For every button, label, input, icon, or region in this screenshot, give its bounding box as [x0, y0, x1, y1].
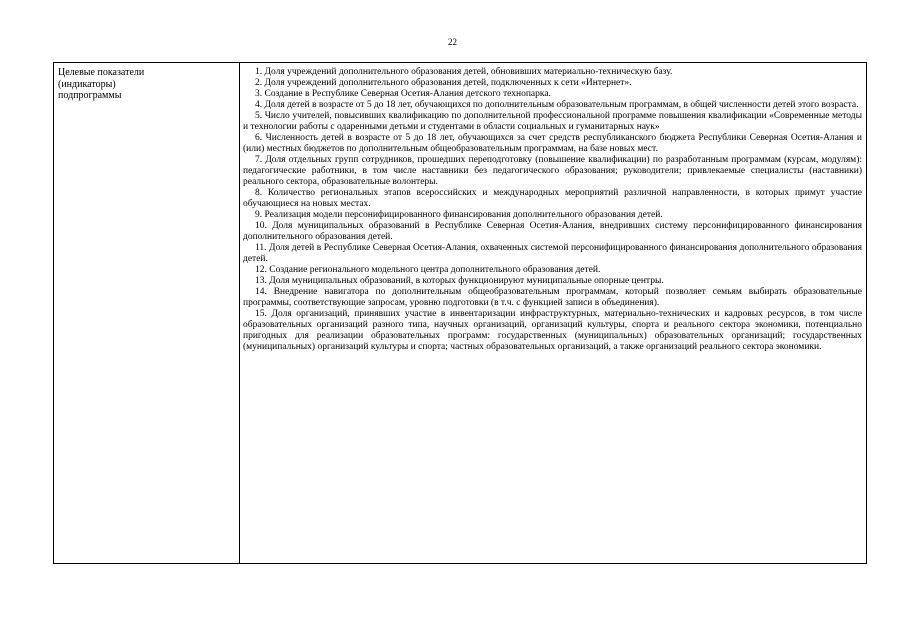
indicator-item: 1. Доля учреждений дополнительного образования детей, обновивших материально-техническую базу. [255, 67, 673, 77]
indicator-item: 13. Доля муниципальных образований, в которых функционируют муниципальные опорные центры. [255, 276, 664, 286]
row-label-cell [54, 63, 240, 564]
indicator-item: 3. Создание в Республике Северная Осетия-Алания детского технопарка. [255, 89, 551, 99]
indicators-list-cell [240, 63, 867, 564]
indicator-item: 15. Доля организаций, принявших участие в инвентаризации инфраструктурных, материально-технических и кадровых ресурсов, в том числе образовательных организаций разного типа, научных организаций, организаций культуры, спорта и реального сектора экономики, потенциально пригодных для реализации образовательных программ: государственных (муниципальных) образовательных организаций; государственных (муниципальных) организаций культуры и спорта; частных образовательных организаций, а также организаций реального сектора экономики. [243, 309, 862, 352]
indicator-item: 4. Доля детей в возрасте от 5 до 18 лет, обучающихся по дополнительным образовательным программам, в общей численности детей этого возраста. [255, 100, 859, 110]
row-label-line: подпрограммы [58, 90, 122, 101]
page-number: 22 [448, 37, 457, 47]
table-row [54, 63, 867, 564]
indicator-item: 10. Доля муниципальных образований в Республике Северная Осетия-Алания, внедривших систему персонифицированного финансирования дополнительного образования детей. [243, 221, 862, 242]
indicator-item: 7. Доля отдельных групп сотрудников, прошедших переподготовку (повышение квалификации) по разработанным программам (курсам, модулям): педагогические работники, в том числе наставники без педагогического образования; руководители; привлекаемые специалисты (наставники) реального сектора, образовательные волонтеры. [243, 155, 862, 187]
indicator-item: 8. Количество региональных этапов всероссийских и международных мероприятий различной направленности, в которых примут участие обучающиеся на новых местах. [243, 188, 862, 209]
indicator-item: 5. Число учителей, повысивших квалификацию по дополнительной профессиональной программе повышения квалификации «Современные методы и технологии работы с одаренными детьми и студентами в области социальных и гуманитарных наук» [243, 111, 862, 132]
indicator-item: 11. Доля детей в Республике Северная Осетия-Алания, охваченных системой персонифицированного финансирования дополнительного образования детей. [243, 243, 862, 264]
row-label-line: (индикаторы) [58, 78, 116, 90]
indicator-item: 6. Численность детей в возрасте от 5 до 18 лет, обучающихся за счет средств республиканского бюджета Республики Северная Осетия-Алания и (или) местных бюджетов по дополнительным общеобразовательным программам, на базе новых мест. [243, 133, 862, 154]
indicator-item: 2. Доля учреждений дополнительного образования детей, подключенных к сети «Интернет». [255, 78, 632, 88]
indicators-table [53, 62, 867, 564]
indicator-item: 12. Создание регионального модельного центра дополнительного образования детей. [255, 265, 601, 275]
indicator-item: 9. Реализация модели персонифицированного финансирования дополнительного образования детей. [255, 210, 663, 220]
row-label-line: Целевые показатели [58, 67, 145, 78]
indicator-item: 14. Внедрение навигатора по дополнительным общеобразовательным программам, который позволяет семьям выбирать образовательные программы, соответствующие запросам, уровню подготовки (в т.ч. с функцией записи в объединения). [243, 287, 862, 308]
